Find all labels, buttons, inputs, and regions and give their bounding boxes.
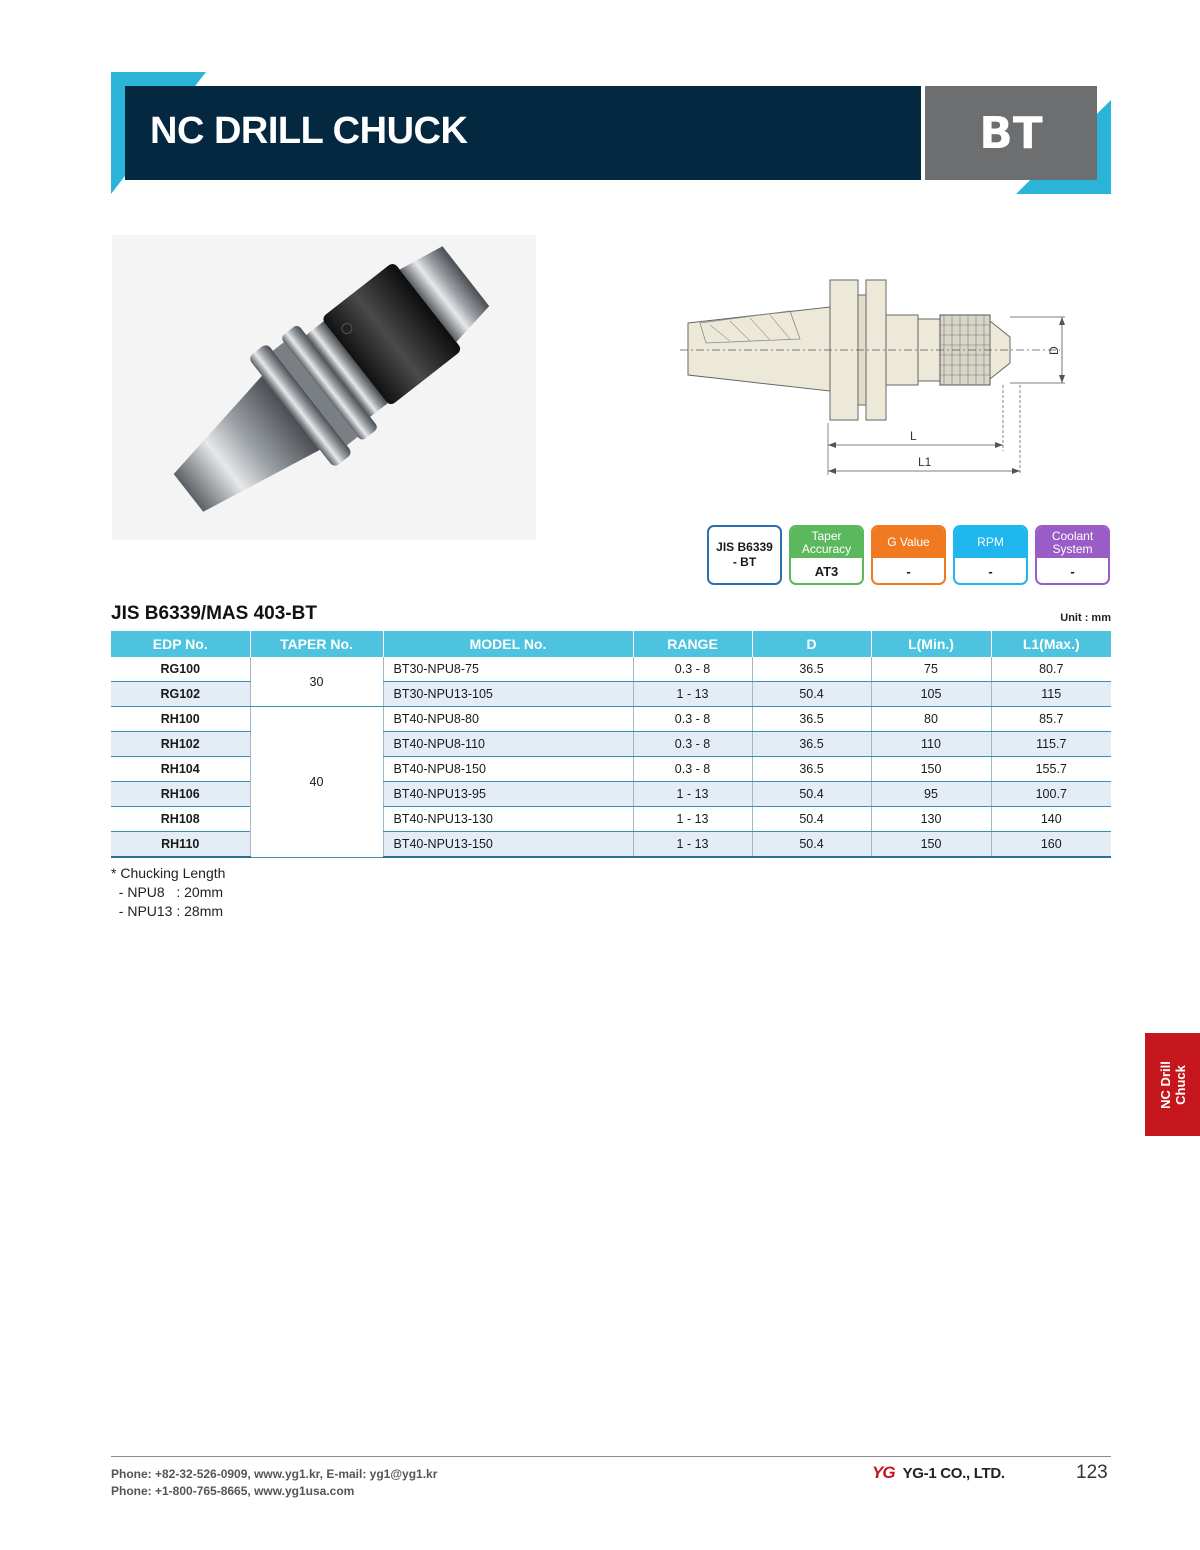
d-cell: 36.5 xyxy=(752,732,871,757)
contact-line-korea: Phone: +82-32-526-0909, www.yg1.kr, E-mail: yg1@yg1.kr xyxy=(111,1467,438,1481)
g-value-label: G Value xyxy=(873,527,944,558)
l1-cell: 160 xyxy=(991,832,1111,858)
d-cell: 36.5 xyxy=(752,757,871,782)
logo-mark: YG xyxy=(872,1463,895,1482)
d-cell: 36.5 xyxy=(752,707,871,732)
l-cell: 150 xyxy=(871,832,991,858)
model-cell: BT40-NPU13-95 xyxy=(383,782,633,807)
side-tab-nc-drill-chuck[interactable] xyxy=(1145,1033,1200,1136)
range-cell: 1 - 13 xyxy=(633,807,752,832)
edp-cell: RH102 xyxy=(111,732,250,757)
l-cell: 105 xyxy=(871,682,991,707)
technical-drawing xyxy=(670,265,1100,480)
coolant-system-value: - xyxy=(1070,564,1075,579)
model-cell: BT30-NPU13-105 xyxy=(383,682,633,707)
standard-badge-line1: JIS B6339 xyxy=(716,540,773,554)
range-cell: 0.3 - 8 xyxy=(633,757,752,782)
l-cell: 150 xyxy=(871,757,991,782)
col-header-l-min: L(Min.) xyxy=(871,631,991,657)
model-cell: BT30-NPU8-75 xyxy=(383,657,633,682)
l1-cell: 85.7 xyxy=(991,707,1111,732)
standard-badge-line2: - BT xyxy=(732,555,757,569)
edp-cell: RH104 xyxy=(111,757,250,782)
note-line: - NPU8 : 20mm xyxy=(111,884,224,900)
taper-cell: 30 xyxy=(250,657,383,707)
range-cell: 1 - 13 xyxy=(633,682,752,707)
standard-badge xyxy=(707,525,782,585)
l1-cell: 80.7 xyxy=(991,657,1111,682)
table-header-row xyxy=(111,631,1111,657)
page-title: NC DRILL CHUCK xyxy=(150,110,468,152)
coolant-system-label: Coolant System xyxy=(1037,527,1108,558)
footer-divider xyxy=(111,1456,1111,1457)
col-header-d: D xyxy=(752,631,871,657)
col-header-model: MODEL No. xyxy=(383,631,633,657)
product-photo xyxy=(112,235,536,540)
l-cell: 80 xyxy=(871,707,991,732)
range-cell: 1 - 13 xyxy=(633,832,752,858)
edp-cell: RH108 xyxy=(111,807,250,832)
l-cell: 75 xyxy=(871,657,991,682)
d-cell: 50.4 xyxy=(752,807,871,832)
unit-label: Unit : mm xyxy=(1060,612,1111,624)
l1-cell: 115 xyxy=(991,682,1111,707)
spec-table xyxy=(111,631,1111,858)
range-cell: 0.3 - 8 xyxy=(633,732,752,757)
note-line: * Chucking Length xyxy=(111,865,226,881)
edp-cell: RH110 xyxy=(111,832,250,858)
d-cell: 50.4 xyxy=(752,832,871,858)
table-row xyxy=(111,657,1111,682)
model-cell: BT40-NPU8-80 xyxy=(383,707,633,732)
l1-cell: 140 xyxy=(991,807,1111,832)
col-header-l1-max: L1(Max.) xyxy=(991,631,1111,657)
l-cell: 95 xyxy=(871,782,991,807)
model-cell: BT40-NPU13-130 xyxy=(383,807,633,832)
g-value-value: - xyxy=(906,564,911,579)
taper-accuracy-badge xyxy=(789,525,864,585)
col-header-taper: TAPER No. xyxy=(250,631,383,657)
contact-line-usa: Phone: +1-800-765-8665, www.yg1usa.com xyxy=(111,1484,355,1498)
table-row xyxy=(111,707,1111,732)
g-value-badge xyxy=(871,525,946,585)
edp-cell: RG102 xyxy=(111,682,250,707)
edp-cell: RH106 xyxy=(111,782,250,807)
col-header-edp: EDP No. xyxy=(111,631,250,657)
category-tag-label: BT xyxy=(979,107,1043,159)
l-cell: 130 xyxy=(871,807,991,832)
side-tab-line2: Chuck xyxy=(1172,1064,1188,1105)
d-cell: 50.4 xyxy=(752,682,871,707)
l-cell: 110 xyxy=(871,732,991,757)
dimension-l-label: L xyxy=(910,429,917,443)
company-logo xyxy=(872,1463,1005,1483)
rpm-label: RPM xyxy=(955,527,1026,558)
dimension-l1-label: L1 xyxy=(918,455,932,469)
d-cell: 50.4 xyxy=(752,782,871,807)
chucking-length-notes xyxy=(111,864,225,921)
edp-cell: RG100 xyxy=(111,657,250,682)
range-cell: 0.3 - 8 xyxy=(633,707,752,732)
model-cell: BT40-NPU13-150 xyxy=(383,832,633,858)
l1-cell: 155.7 xyxy=(991,757,1111,782)
footer-contact xyxy=(111,1466,437,1500)
model-cell: BT40-NPU8-110 xyxy=(383,732,633,757)
range-cell: 1 - 13 xyxy=(633,782,752,807)
section-title: JIS B6339/MAS 403-BT xyxy=(111,603,317,624)
col-header-range: RANGE xyxy=(633,631,752,657)
rpm-badge xyxy=(953,525,1028,585)
category-tag xyxy=(925,86,1097,180)
l1-cell: 100.7 xyxy=(991,782,1111,807)
coolant-system-badge xyxy=(1035,525,1110,585)
taper-accuracy-label: Taper Accuracy xyxy=(791,527,862,558)
side-tab-line1: NC Drill xyxy=(1157,1060,1173,1109)
model-cell: BT40-NPU8-150 xyxy=(383,757,633,782)
l1-cell: 115.7 xyxy=(991,732,1111,757)
range-cell: 0.3 - 8 xyxy=(633,657,752,682)
note-line: - NPU13 : 28mm xyxy=(111,903,224,919)
d-cell: 36.5 xyxy=(752,657,871,682)
taper-cell: 40 xyxy=(250,707,383,858)
rpm-value: - xyxy=(988,564,993,579)
dimension-d-label: D xyxy=(1047,346,1061,355)
company-name: YG-1 CO., LTD. xyxy=(902,1464,1005,1482)
page-number: 123 xyxy=(1076,1462,1108,1483)
edp-cell: RH100 xyxy=(111,707,250,732)
taper-accuracy-value: AT3 xyxy=(814,564,839,579)
